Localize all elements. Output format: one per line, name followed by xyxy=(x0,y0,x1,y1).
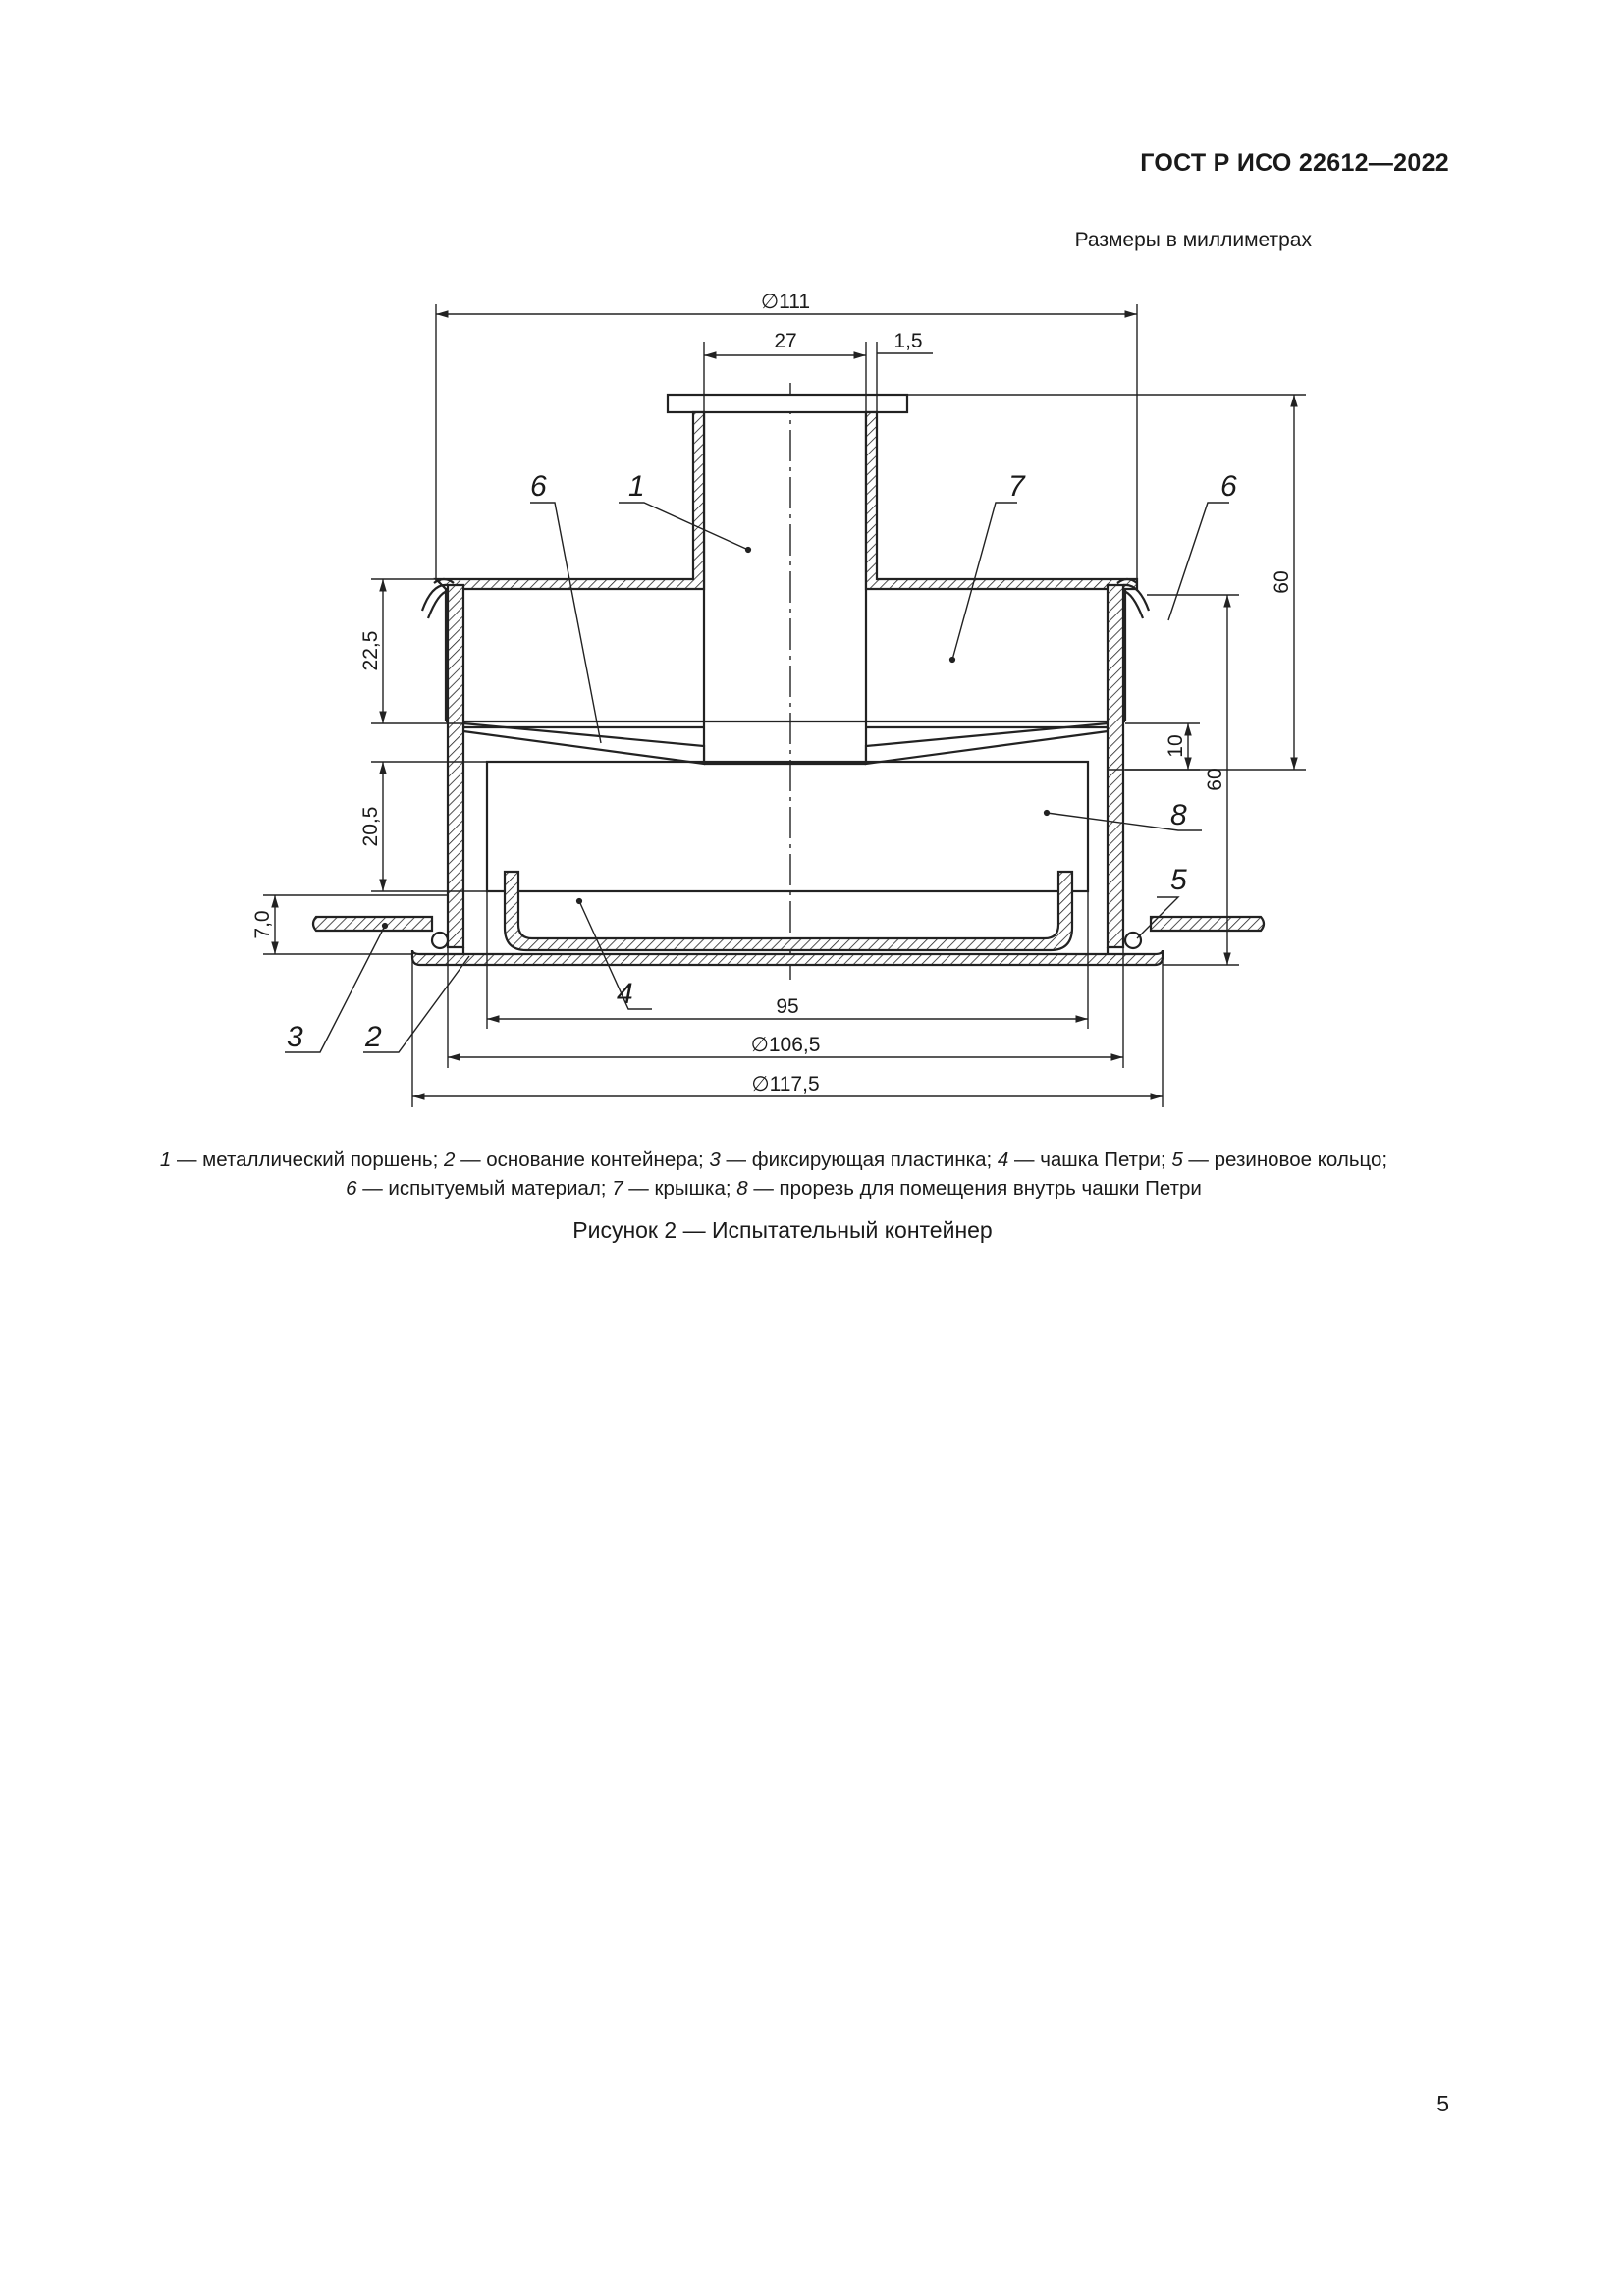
legend-line-1 xyxy=(98,1146,1449,1174)
lid xyxy=(436,412,704,589)
dim-60-outer: 60 xyxy=(1271,570,1293,594)
legend-num: 8 xyxy=(736,1177,748,1200)
legend-num: 2 xyxy=(443,1148,456,1171)
legend-num: 7 xyxy=(612,1177,623,1200)
petri-dish xyxy=(505,872,1072,950)
technical-drawing xyxy=(0,0,1624,1139)
figure-caption: Рисунок 2 — Испытательный контейнер xyxy=(572,1217,993,1243)
rubber-ring-left xyxy=(432,933,448,948)
fixing-plate-right xyxy=(1151,917,1264,931)
legend-text: — резиновое кольцо; xyxy=(1182,1148,1388,1171)
dim-1-5: 1,5 xyxy=(893,330,923,352)
callout-7: 7 xyxy=(1008,470,1025,503)
legend-text: — прорезь для помещения внутрь чашки Петри xyxy=(747,1177,1202,1200)
dim-diameter-111: ∅111 xyxy=(760,291,811,313)
legend-num: 6 xyxy=(346,1177,357,1200)
legend-text: — испытуемый материал; xyxy=(356,1177,613,1200)
callout-3: 3 xyxy=(287,1021,303,1053)
dim-20-5: 20,5 xyxy=(359,806,382,847)
callout-8: 8 xyxy=(1170,799,1187,831)
test-material xyxy=(463,723,704,764)
dim-22-5: 22,5 xyxy=(359,630,382,671)
dim-10: 10 xyxy=(1164,734,1187,758)
dim-7-0: 7,0 xyxy=(251,910,274,939)
container-base xyxy=(412,950,1163,965)
legend-line-2 xyxy=(98,1174,1449,1202)
dim-60-inner: 60 xyxy=(1204,768,1226,791)
container-wall-left xyxy=(448,585,463,947)
callout-6-right: 6 xyxy=(1220,470,1237,503)
slot xyxy=(487,762,1088,891)
dim-95: 95 xyxy=(776,995,799,1018)
dim-27: 27 xyxy=(774,330,797,352)
figure-legend xyxy=(98,1146,1449,1202)
rubber-ring-right xyxy=(1125,933,1141,948)
legend-text: — чашка Петри; xyxy=(1008,1148,1172,1171)
legend-num: 4 xyxy=(997,1148,1009,1171)
callout-1: 1 xyxy=(628,470,645,503)
callout-5: 5 xyxy=(1170,864,1187,896)
callout-4: 4 xyxy=(617,978,633,1010)
fixing-plate-left xyxy=(313,917,432,931)
legend-text: — основание контейнера; xyxy=(455,1148,710,1171)
legend-num: 1 xyxy=(159,1148,172,1171)
legend-text: — фиксирующая пластинка; xyxy=(720,1148,998,1171)
legend-num: 3 xyxy=(709,1148,721,1171)
legend-text: — металлический поршень; xyxy=(171,1148,444,1171)
legend-num: 5 xyxy=(1171,1148,1183,1171)
dim-diameter-117-5: ∅117,5 xyxy=(751,1073,820,1095)
callout-6-left: 6 xyxy=(530,470,547,503)
page-number: 5 xyxy=(1436,2091,1449,2116)
units-note: Размеры в миллиметрах xyxy=(1074,229,1312,251)
document-code: ГОСТ Р ИСО 22612—2022 xyxy=(1140,149,1449,177)
dimension-lines xyxy=(263,304,1306,1107)
dim-diameter-106-5: ∅106,5 xyxy=(750,1034,821,1056)
callout-2: 2 xyxy=(365,1021,382,1053)
legend-text: — крышка; xyxy=(623,1177,737,1200)
container-wall-right xyxy=(1108,585,1123,947)
